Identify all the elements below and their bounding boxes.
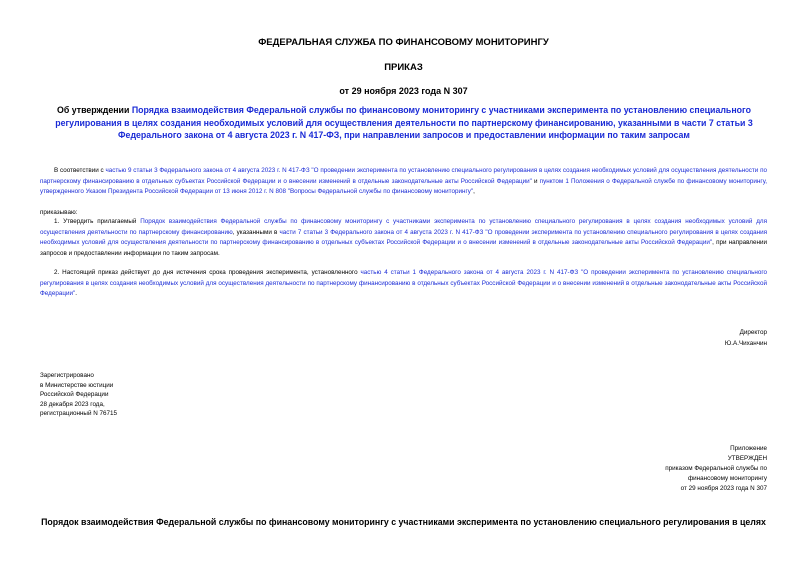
clause-2-law-link[interactable]: частью 4 статьи 1 Федерального закона от 4 августа 2023 г. N 417-ФЗ "О проведении эксперимента по установлению специального регулирования в целях создания необходимых условий для осуществления деятельности по партнерскому финансированию в отдельных субъектах Российской Федерации и о внесении изменений в отдельные законодательные акты Российской Федерации": [40, 269, 767, 297]
procedure-title: Порядок взаимодействия Федеральной службы по финансовому мониторингу с участниками эксперимента по установлению специального регулирования в целях: [41, 517, 766, 527]
signature-block: [725, 328, 767, 349]
clause-2-text-c: .: [75, 290, 77, 297]
appendix-line: от 29 ноября 2023 года N 307: [680, 485, 767, 492]
document-date-number: от 29 ноября 2023 года N 307: [339, 86, 468, 96]
clause-2-text-a: 2. Настоящий приказ действует до дня истечения срока проведения эксперимента, установленного: [54, 269, 361, 276]
preamble-law-link[interactable]: частью 9 статьи 3 Федерального закона от 4 августа 2023 г. N 417-ФЗ "О проведении эксперимента по установлению специального регулирования в целях создания необходимых условий для осуществления деятельности по партнерскому финансированию в отдельных субъектах Российской Федерации и о внесении изменений в отдельные законодательные акты Российской Федерации": [40, 167, 767, 185]
appendix-line: финансовому мониторингу: [687, 475, 767, 482]
clause-1-text-a: 1. Утвердить прилагаемый: [54, 218, 141, 225]
appendix-line: приказом Федеральной службы по: [665, 465, 767, 472]
preamble-regulation-link[interactable]: пунктом 1 Положения о Федеральной службе по финансовому мониторингу, утвержденного Указом Президента Российской Федерации от 13 июня 2012 г. N 808 "Вопросы Федеральной службы по финансовому мониторингу": [40, 177, 767, 195]
appendix-line: Приложение: [730, 445, 767, 452]
registration-line: в Министерстве юстиции: [40, 381, 114, 389]
clause-2-paragraph: [40, 268, 767, 300]
document-title: [48, 104, 760, 142]
title-prefix: Об утверждении: [57, 105, 132, 115]
preamble-text-b: и: [531, 177, 540, 185]
clause-1-text-c: , при направлении запросов и предоставлении информации по таким запросам.: [40, 239, 767, 257]
registration-line: Российской Федерации: [40, 391, 109, 398]
orders-word: приказываю:: [40, 209, 78, 216]
appendix-line: УТВЕРЖДЕН: [727, 455, 767, 462]
clause-1-law-link[interactable]: части 7 статьи 3 Федерального закона от 4 августа 2023 г. N 417-ФЗ "О проведении эксперимента по установлению специального регулирования в целях создания необходимых условий для осуществления деятельности по партнерскому финансированию в отдельных субъектах Российской Федерации и о внесении изменений в отдельные законодательные акты Российской Федерации": [40, 228, 767, 246]
document-type-heading: ПРИКАЗ: [384, 62, 423, 73]
signature-name: Ю.А.Чиханчин: [724, 339, 767, 347]
registration-line: регистрационный N 76715: [40, 410, 118, 417]
registration-block: [40, 371, 117, 419]
clause-1-procedure-link[interactable]: Порядок взаимодействия Федеральной службы по финансовому мониторингу с участниками эксперимента по установлению специального регулирования в целях создания необходимых условий для осуществления деятельности по партнерскому финансированию: [40, 218, 768, 236]
title-link[interactable]: Порядка взаимодействия Федеральной службы по финансовому мониторингу с участниками эксперимента по установлению специального регулирования в целях создания необходимых условий для осуществления деятельности по партнерскому финансированию, указанными в части 7 статьи 3 Федерального закона от 4 августа 2023 г. N 417-ФЗ, при направлении запросов и предоставлении информации по таким запросам: [55, 105, 753, 140]
agency-heading: ФЕДЕРАЛЬНАЯ СЛУЖБА ПО ФИНАНСОВОМУ МОНИТОРИНГУ: [258, 37, 549, 48]
appendix-block: [665, 444, 767, 494]
preamble-text-a: В соответствии с: [54, 167, 106, 174]
clause-1-text-b: , указанными в: [232, 228, 280, 236]
preamble-text-c: ,: [473, 188, 475, 195]
registration-line: 28 декабря 2023 года,: [40, 400, 105, 408]
signature-position: Директор: [739, 329, 767, 336]
clause-1-paragraph: [40, 217, 767, 259]
preamble-paragraph: [40, 166, 767, 198]
registration-line: Зарегистрировано: [40, 372, 94, 379]
